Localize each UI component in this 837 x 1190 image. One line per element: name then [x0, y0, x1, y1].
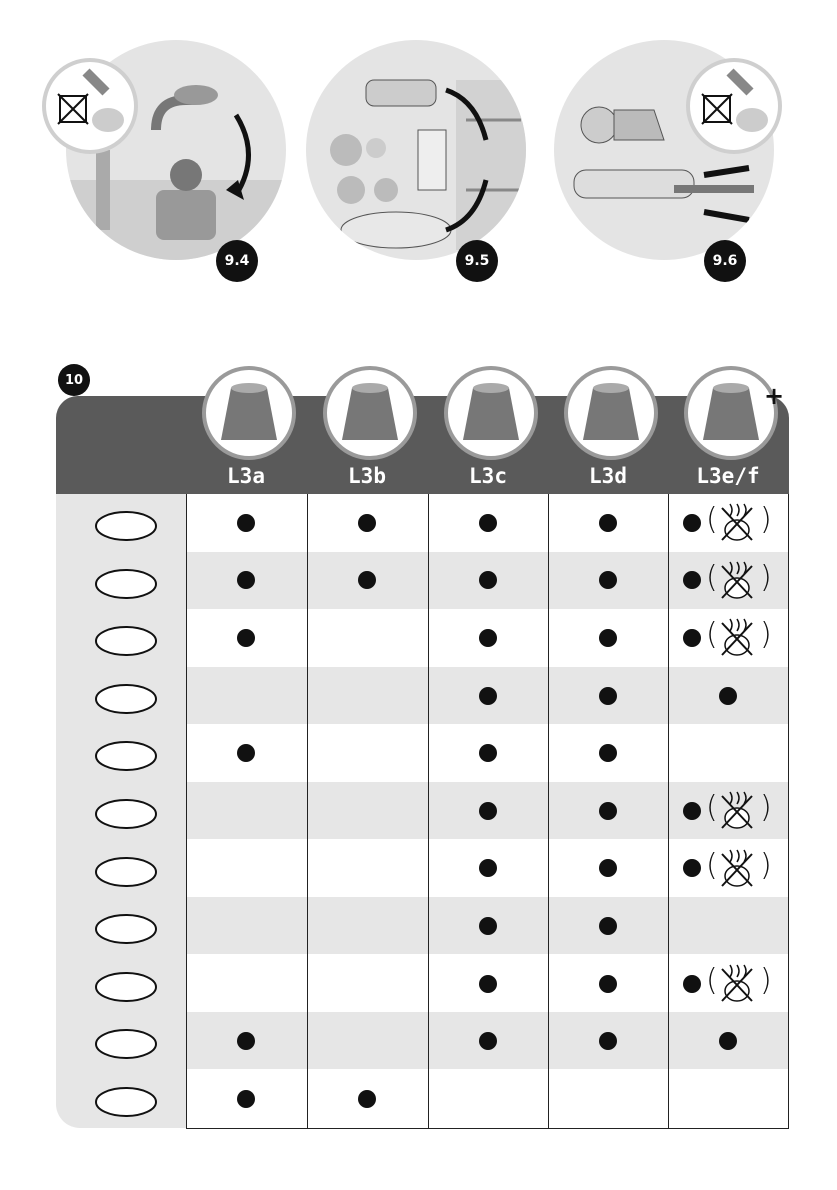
compatible-dot: [479, 975, 497, 993]
compatible-dot: [237, 1090, 255, 1108]
carrot-icon: [86, 500, 166, 546]
pepper-icon: [86, 730, 166, 776]
zucchini-icon: [86, 558, 166, 604]
beetroot-icon: [86, 846, 166, 892]
no-dishwasher-inset: [686, 58, 782, 154]
onion-icon: [86, 788, 166, 834]
step-number-badge: 9.6: [704, 240, 746, 282]
column-label: L3b: [348, 464, 386, 488]
drum-icon: [444, 366, 538, 460]
paren-close: ): [760, 790, 772, 825]
paren-open: (: [706, 502, 718, 537]
compatible-dot: [599, 514, 617, 532]
potato-icon: [86, 615, 166, 661]
compatible-dot: [479, 514, 497, 532]
column-label: L3e/f: [696, 464, 760, 488]
dishwasher-parts-illustration: [306, 40, 526, 260]
paren-open: (: [706, 617, 718, 653]
column-header-l3e-f: [668, 382, 788, 494]
drum-icon: [564, 366, 658, 460]
compatible-dot: [358, 514, 376, 532]
compatible-dot: [683, 802, 701, 820]
drum-usage-table: [56, 382, 789, 1128]
compatible-dot: [599, 802, 617, 820]
compatible-dot: [479, 802, 497, 820]
column-header-l3d: [548, 396, 668, 494]
column-divider: [428, 494, 429, 1128]
paren-close: ): [760, 962, 772, 998]
not-cooked-icon: [718, 846, 756, 890]
paren-close: ): [760, 617, 772, 653]
step-number-badge: 9.5: [456, 240, 498, 282]
compatible-dot: [683, 514, 701, 532]
column-divider: [788, 494, 789, 1128]
cheese-icon: [86, 1018, 166, 1064]
compatible-dot: [599, 917, 617, 935]
column-label: L3a: [227, 464, 265, 488]
step-9-4: [66, 40, 286, 270]
compatible-dot: [683, 629, 701, 647]
column-label: L3c: [469, 464, 507, 488]
not-cooked-icon: [718, 788, 756, 832]
column-divider: [186, 494, 187, 1128]
column-divider: [307, 494, 308, 1128]
paren-open: (: [706, 847, 718, 883]
step-number-badge: 9.4: [216, 240, 258, 282]
compatible-dot: [599, 629, 617, 647]
compatible-dot: [683, 859, 701, 877]
figure-number-badge: 10: [58, 364, 90, 396]
column-header-l3b: [307, 396, 427, 494]
compatible-dot: [719, 687, 737, 705]
not-cooked-icon: [718, 500, 756, 544]
column-header-l3c: [428, 396, 548, 494]
chocolate-icon: [86, 1076, 166, 1122]
column-header-l3a: [186, 396, 306, 494]
cucumber-icon: [86, 673, 166, 719]
drum-icon: [323, 366, 417, 460]
cabbage-icon: [86, 903, 166, 949]
compatible-dot: [358, 1090, 376, 1108]
plus-sign: +: [764, 382, 785, 410]
compatible-dot: [479, 687, 497, 705]
drum-icon: [684, 366, 778, 460]
column-divider: [668, 494, 669, 1128]
not-cooked-icon: [718, 615, 756, 659]
step-9-5: [306, 40, 526, 270]
compatible-dot: [237, 514, 255, 532]
compatible-dot: [599, 859, 617, 877]
paren-open: (: [706, 962, 718, 998]
step-illustration: [306, 40, 526, 260]
paren-close: ): [760, 502, 772, 537]
compatible-dot: [479, 629, 497, 647]
table-bottom-border: [186, 1128, 789, 1129]
compatible-dot: [479, 917, 497, 935]
apple-icon: [86, 961, 166, 1007]
paren-open: (: [706, 559, 718, 595]
compatible-dot: [599, 975, 617, 993]
compatible-dot: [237, 629, 255, 647]
paren-open: (: [706, 790, 718, 825]
step-9-6: [554, 40, 774, 270]
compatible-dot: [599, 744, 617, 762]
not-cooked-icon: [718, 558, 756, 602]
column-divider: [548, 494, 549, 1128]
paren-close: ): [760, 847, 772, 883]
compatible-dot: [237, 744, 255, 762]
compatible-dot: [683, 975, 701, 993]
no-dishwasher-inset: [42, 58, 138, 154]
drum-icon: [202, 366, 296, 460]
column-label: L3d: [589, 464, 627, 488]
compatible-dot: [479, 744, 497, 762]
compatible-dot: [479, 859, 497, 877]
compatible-dot: [599, 687, 617, 705]
paren-close: ): [760, 559, 772, 595]
not-cooked-icon: [718, 961, 756, 1005]
